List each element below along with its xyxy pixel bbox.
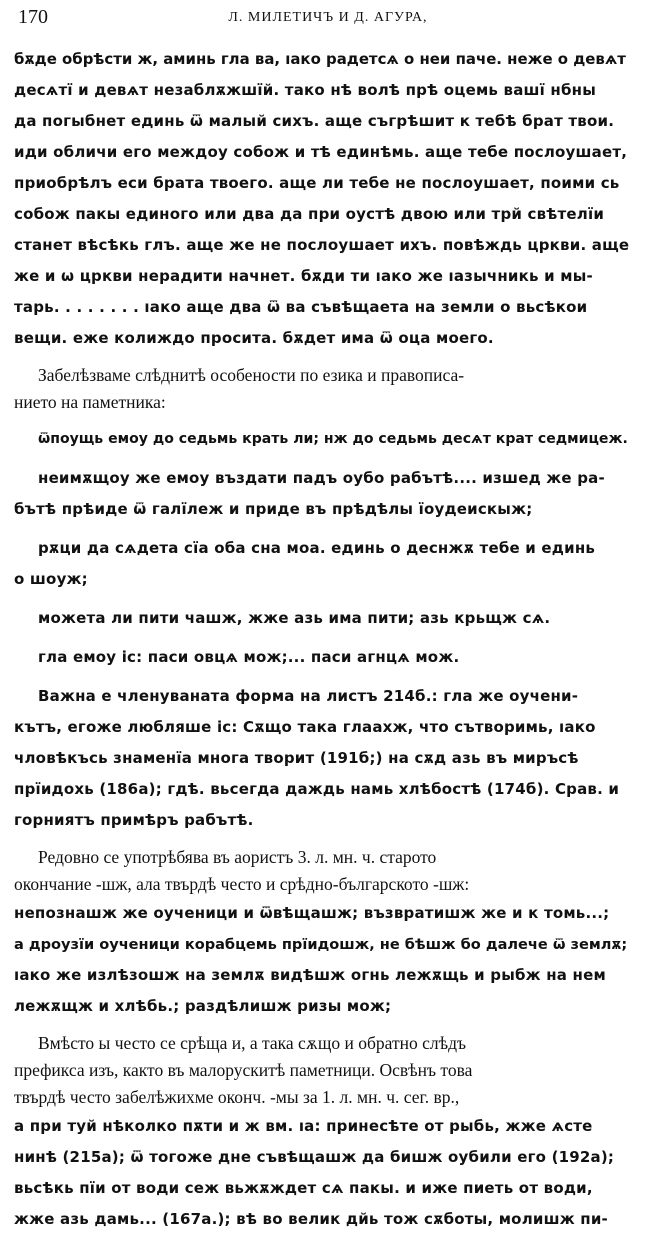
text-line: лежѫщж и хлѣбь.; раздѣлишж ризы мож; (14, 997, 392, 1015)
paragraph-gap (14, 673, 640, 681)
text-line: горниятъ примѣръ рабътѣ. (14, 811, 254, 829)
text-line: вьсѣкь пїи от води сеж вьжѫждет сѧ пакы. и иже пиеть от води, (14, 1179, 593, 1197)
text-line: можета ли пити чашж, жже азь има пити; азь крьщж сѧ. (38, 609, 551, 627)
text-line: ѿпоущь емоу до седьмь крать ли; нж до седьмь десѧт крат седмицеж. (38, 431, 628, 447)
text-line: бѫде обрѣсти ж, аминь гла ва, ıако радетсѧ о неи паче. неже о девѧт (14, 50, 626, 68)
text-line: же и ѡ цркви нерадити начнет. бѫди ти ıако же ıазычникь и мы- (14, 267, 593, 285)
running-head: Л. МИЛЕТИЧЪ И Д. АГУРА, (228, 10, 428, 25)
text-line: станет вѣсѣкь глъ. аще же не послоушает ихъ. повѣждь цркви. аще (14, 236, 630, 254)
text-line: Важна е членуваната форма на листъ 214б.: гла же оучени- (38, 687, 579, 705)
text-line: чловѣкъсь знаменїа многа творит (191б;) на сѫд азь въ миръсѣ (14, 749, 579, 767)
text-line: а дроузїи оученици корабцемь прїидошж, не бѣшж бо далече ѿ землѫ; (14, 936, 628, 953)
paragraph-gap (14, 416, 640, 424)
body-text (14, 44, 640, 1235)
text-line: а при туй нѣколко пѫти и ж вм. ıа: принесѣте от рыбь, жже ѧсте (14, 1117, 593, 1135)
paragraph-gap (14, 525, 640, 533)
text-line: приобрѣлъ еси брата твоего. аще ли тебе не послоушает, поими сь (14, 174, 620, 192)
text-line: нието на паметника: (14, 392, 166, 412)
text-line: нинѣ (215а); ѿ тогоже дне съвѣщашж да бишж оубили его (192а); (14, 1148, 615, 1166)
paragraph-gap (14, 634, 640, 642)
paragraph-gap (14, 595, 640, 603)
text-line: Редовно се употрѣбява въ аористъ 3. л. мн. ч. старото (38, 847, 437, 867)
page-number: 170 (18, 6, 48, 28)
text-line: гла емоу іс: паси овцѧ мож;... паси агнцѧ мож. (38, 648, 460, 666)
text-line: о шоуж; (14, 570, 88, 588)
paragraph-gap (14, 354, 640, 362)
text-line: окончание -шж, ала твърдѣ често и срѣдно-българското -шж: (14, 874, 470, 894)
paragraph-gap (14, 455, 640, 463)
text-line: кътъ, егоже любляше іс: Сѫщо така глаахж, что сътворимь, ıако (14, 718, 596, 736)
text-line: Забелѣзваме слѣднитѣ особености по езика и правописа- (38, 365, 465, 385)
paragraph-gap (14, 836, 640, 844)
text-line: ıако же излѣзошж на землѫ видѣшж огнь лежѫщь и рыбж на нем (14, 966, 606, 984)
text-line: да погыбнет единь ѿ малый сихъ. аще съгрѣшит к тебѣ брат твои. (14, 112, 615, 130)
text-line: Вмѣсто ы често се срѣща и, а така сѫщо и обратно слѣдъ (38, 1033, 467, 1053)
text-line: прїидохь (186а); гдѣ. вьсегда даждь намь хлѣбостѣ (174б). Срав. и (14, 780, 620, 798)
text-line: бътѣ прѣиде ѿ галїлеж и приде въ прѣдѣлы їоудеискыж; (14, 500, 533, 518)
text-line: собож пакы единого или два да при оустѣ двою или трй свѣтелїи (14, 205, 605, 223)
paragraph-gap (14, 1022, 640, 1030)
text-line: жже азь дамь... (167а.); вѣ во велик дйь тож сѫботы, молишж пи- (14, 1210, 608, 1228)
text-line: префикса изъ, както въ малорускитѣ паметници. Освѣнъ това (14, 1060, 473, 1080)
text-line: иди обличи его междоу собож и тѣ единѣмь. аще тебе послоушает, (14, 143, 628, 161)
text-line: твърдѣ често забелѣжихме оконч. -мы за 1. л. мн. ч. сег. вр., (14, 1087, 460, 1107)
text-line: непознашж же оученици и ѿвѣщашж; възвратишж же и к томь...; (14, 904, 610, 922)
text-line: вещи. еже колиждо просита. бѫдет има ѿ оца моего. (14, 329, 494, 347)
page-header (18, 4, 638, 34)
text-line: тарь. . . . . . . . ıако аще два ѿ ва съвѣщаета на земли о вьсѣкои (14, 298, 588, 316)
text-line: десѧтї и девѧт незаблѫжшїй. тако нѣ волѣ прѣ оцемь вашї нбны (14, 81, 596, 99)
text-line: неимѫщоу же емоу въздати падъ оубо рабътѣ.... изшед же ра- (38, 469, 605, 487)
text-line: рѫци да сѧдета сїа оба сна моа. единь о деснжѫ тебе и единь (38, 539, 596, 557)
